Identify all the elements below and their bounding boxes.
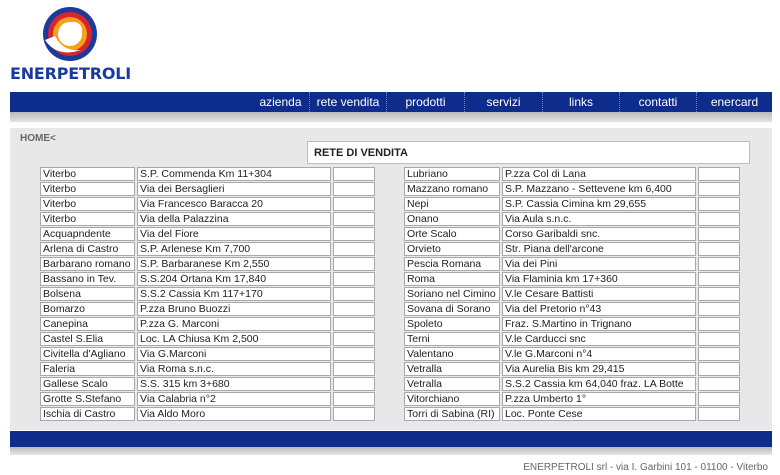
station-extra — [698, 347, 740, 361]
station-town: Orte Scalo — [404, 227, 500, 241]
nav-shadow — [10, 112, 772, 122]
station-address: V.le G.Marconi n°4 — [502, 347, 696, 361]
station-address: S.S.2 Cassia Km 117+170 — [137, 287, 331, 301]
table-row — [404, 332, 742, 347]
table-row — [404, 302, 742, 317]
station-extra — [333, 407, 375, 421]
station-address: P.zza G. Marconi — [137, 317, 331, 331]
nav-links[interactable]: links — [542, 92, 619, 112]
station-extra — [333, 212, 375, 226]
station-address: Via del Pretorio n°43 — [502, 302, 696, 316]
station-town: Soriano nel Cimino — [404, 287, 500, 301]
station-address: V.le Carducci snc — [502, 332, 696, 346]
station-extra — [333, 197, 375, 211]
table-row — [404, 212, 742, 227]
station-extra — [698, 392, 740, 406]
footer-shadow — [10, 447, 772, 455]
station-address: Via G.Marconi — [137, 347, 331, 361]
station-extra — [698, 377, 740, 391]
station-address: Loc. Ponte Cese — [502, 407, 696, 421]
station-town: Barbarano romano — [40, 257, 135, 271]
station-extra — [698, 167, 740, 181]
nav-rete-vendita[interactable]: rete vendita — [309, 92, 386, 112]
table-row — [40, 242, 377, 257]
station-extra — [333, 242, 375, 256]
station-town: Valentano — [404, 347, 500, 361]
nav-azienda[interactable]: azienda — [259, 95, 302, 109]
station-town: Civitella d'Agliano — [40, 347, 135, 361]
station-address: Via Aurelia Bis km 29,415 — [502, 362, 696, 376]
table-row — [404, 407, 742, 422]
footer-bar — [10, 431, 772, 447]
station-town: Gallese Scalo — [40, 377, 135, 391]
station-town: Mazzano romano — [404, 182, 500, 196]
table-row — [40, 167, 377, 182]
table-row — [404, 167, 742, 182]
table-row — [404, 362, 742, 377]
station-address: S.P. Barbaranese Km 2,550 — [137, 257, 331, 271]
station-town: Spoleto — [404, 317, 500, 331]
station-town: Bolsena — [40, 287, 135, 301]
table-row — [404, 377, 742, 392]
table-row — [404, 347, 742, 362]
station-address: V.le Cesare Battisti — [502, 287, 696, 301]
station-extra — [698, 242, 740, 256]
station-extra — [333, 182, 375, 196]
station-town: Grotte S.Stefano — [40, 392, 135, 406]
station-address: S.P. Commenda Km 11+304 — [137, 167, 331, 181]
nav-servizi[interactable]: servizi — [464, 92, 542, 112]
table-row — [40, 362, 377, 377]
table-row — [404, 182, 742, 197]
station-town: Vetralla — [404, 377, 500, 391]
station-extra — [333, 362, 375, 376]
station-extra — [333, 272, 375, 286]
station-address: Via Aldo Moro — [137, 407, 331, 421]
station-extra — [333, 392, 375, 406]
station-address: S.S.204 Ortana Km 17,840 — [137, 272, 331, 286]
station-extra — [333, 257, 375, 271]
station-town: Acquapndente — [40, 227, 135, 241]
table-row — [404, 257, 742, 272]
table-row — [40, 197, 377, 212]
station-extra — [698, 362, 740, 376]
station-town: Torri di Sabina (RI) — [404, 407, 500, 421]
station-town: Castel S.Elia — [40, 332, 135, 346]
station-address: Via Aula s.n.c. — [502, 212, 696, 226]
brand-name: ENERPETROLI — [10, 64, 132, 83]
station-extra — [698, 272, 740, 286]
station-address: Fraz. S.Martino in Trignano — [502, 317, 696, 331]
breadcrumb[interactable]: HOME< — [20, 133, 56, 144]
station-town: Roma — [404, 272, 500, 286]
station-town: Pescia Romana — [404, 257, 500, 271]
station-address: S.S. 315 km 3+680 — [137, 377, 331, 391]
station-extra — [698, 302, 740, 316]
station-address: S.P. Arlenese Km 7,700 — [137, 242, 331, 256]
table-row — [40, 272, 377, 287]
table-row — [404, 392, 742, 407]
table-row — [404, 227, 742, 242]
table-row — [40, 347, 377, 362]
table-row — [40, 317, 377, 332]
stations-table-left — [40, 167, 377, 422]
table-row — [40, 377, 377, 392]
station-address: Str. Piana dell'arcone — [502, 242, 696, 256]
station-extra — [698, 212, 740, 226]
table-row — [404, 272, 742, 287]
table-row — [404, 287, 742, 302]
station-town: Canepina — [40, 317, 135, 331]
brand-logo[interactable] — [10, 6, 135, 83]
table-row — [40, 407, 377, 422]
station-extra — [333, 347, 375, 361]
station-extra — [333, 167, 375, 181]
station-address: P.zza Umberto 1° — [502, 392, 696, 406]
station-extra — [333, 302, 375, 316]
footer-address: ENERPETROLI srl - via I. Garbini 101 - 01100 - Viterbo — [523, 462, 768, 473]
station-extra — [698, 317, 740, 331]
nav-enercard[interactable]: enercard — [696, 92, 772, 112]
station-town: Viterbo — [40, 167, 135, 181]
station-address: Via del Fiore — [137, 227, 331, 241]
station-town: Arlena di Castro — [40, 242, 135, 256]
table-row — [40, 257, 377, 272]
station-address: S.P. Cassia Cimina km 29,655 — [502, 197, 696, 211]
station-address: P.zza Bruno Buozzi — [137, 302, 331, 316]
station-address: Via Francesco Baracca 20 — [137, 197, 331, 211]
station-extra — [698, 197, 740, 211]
station-town: Sovana di Sorano — [404, 302, 500, 316]
station-town: Nepi — [404, 197, 500, 211]
station-extra — [333, 227, 375, 241]
station-address: Via dei Bersaglieri — [137, 182, 331, 196]
station-extra — [698, 182, 740, 196]
station-address: S.P. Mazzano - Settevene km 6,400 — [502, 182, 696, 196]
enerpetroli-swirl-icon — [41, 6, 99, 62]
station-extra — [698, 227, 740, 241]
table-row — [40, 227, 377, 242]
table-row — [40, 392, 377, 407]
station-town: Vitorchiano — [404, 392, 500, 406]
station-town: Onano — [404, 212, 500, 226]
station-extra — [698, 407, 740, 421]
station-address: Corso Garibaldi snc. — [502, 227, 696, 241]
station-town: Bassano in Tev. — [40, 272, 135, 286]
nav-prodotti[interactable]: prodotti — [386, 92, 464, 112]
table-row — [40, 332, 377, 347]
station-address: Via della Palazzina — [137, 212, 331, 226]
station-address: Via dei Pini — [502, 257, 696, 271]
table-row — [40, 212, 377, 227]
station-town: Orvieto — [404, 242, 500, 256]
station-address: Via Flaminia km 17+360 — [502, 272, 696, 286]
main-nav — [10, 92, 772, 112]
station-extra — [333, 287, 375, 301]
station-town: Viterbo — [40, 182, 135, 196]
table-row — [40, 287, 377, 302]
station-extra — [698, 287, 740, 301]
station-town: Viterbo — [40, 212, 135, 226]
station-extra — [333, 317, 375, 331]
station-address: S.S.2 Cassia km 64,040 fraz. LA Botte — [502, 377, 696, 391]
table-row — [404, 197, 742, 212]
page-title: RETE DI VENDITA — [307, 141, 750, 164]
station-town: Vetralla — [404, 362, 500, 376]
station-town: Terni — [404, 332, 500, 346]
content-panel — [10, 128, 772, 430]
station-address: Via Roma s.n.c. — [137, 362, 331, 376]
station-extra — [333, 377, 375, 391]
station-extra — [333, 332, 375, 346]
station-town: Faleria — [40, 362, 135, 376]
nav-contatti[interactable]: contatti — [619, 92, 696, 112]
table-row — [40, 302, 377, 317]
stations-table-right — [404, 167, 742, 422]
table-row — [404, 242, 742, 257]
station-town: Viterbo — [40, 197, 135, 211]
table-row — [40, 182, 377, 197]
station-town: Lubriano — [404, 167, 500, 181]
station-extra — [698, 332, 740, 346]
station-extra — [698, 257, 740, 271]
station-address: P.zza Col di Lana — [502, 167, 696, 181]
table-row — [404, 317, 742, 332]
station-address: Via Calabria n°2 — [137, 392, 331, 406]
station-town: Ischia di Castro — [40, 407, 135, 421]
station-town: Bomarzo — [40, 302, 135, 316]
station-address: Loc. LA Chiusa Km 2,500 — [137, 332, 331, 346]
